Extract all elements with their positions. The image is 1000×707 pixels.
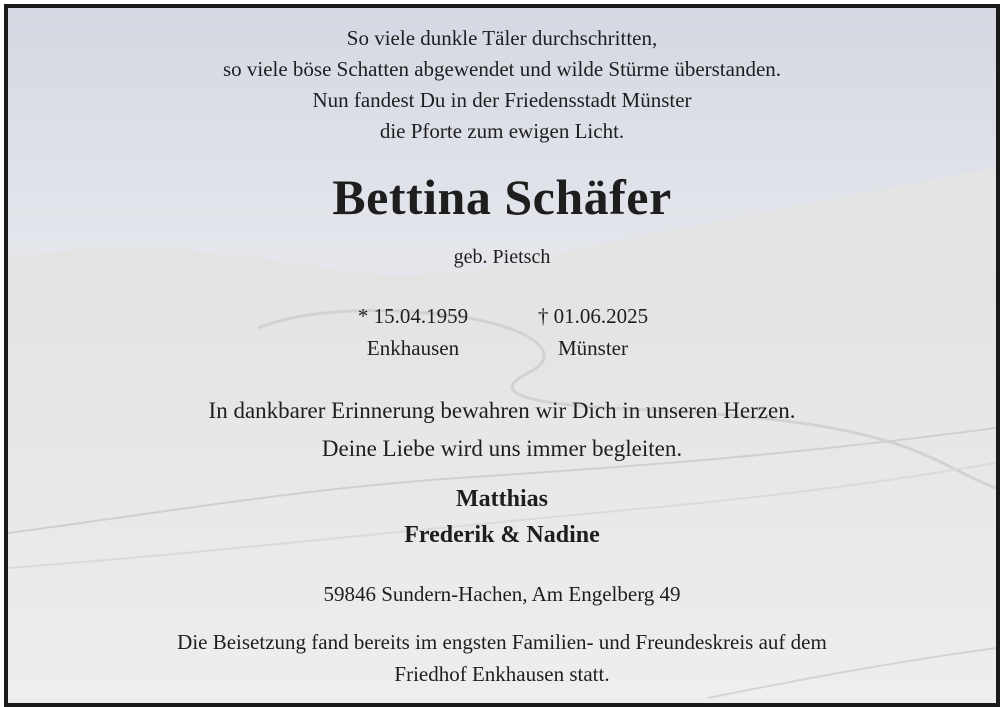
poem-line-4: die Pforte zum ewigen Licht. (379, 119, 625, 143)
funeral-notice-line-1: Die Beisetzung fand bereits im engsten Familien- und Freundeskreis auf dem (177, 630, 827, 654)
deceased-name: Bettina Schäfer (332, 169, 672, 225)
poem-line-3: Nun fandest Du in der Friedensstadt Münster (312, 88, 692, 112)
obituary-card (4, 4, 1000, 707)
birth-place: Enkhausen (366, 336, 460, 360)
death-date: † 01.06.2025 (537, 304, 649, 328)
funeral-notice-line-2: Friedhof Enkhausen statt. (394, 662, 610, 686)
remembrance-line-2: Deine Liebe wird uns immer begleiten. (321, 436, 683, 461)
birth-date: * 15.04.1959 (357, 304, 469, 328)
birth-name: geb. Pietsch (453, 246, 551, 268)
poem-line-1: So viele dunkle Täler durchschritten, (346, 26, 658, 50)
address: 59846 Sundern-Hachen, Am Engelberg 49 (323, 582, 681, 606)
remembrance-line-1: In dankbarer Erinnerung bewahren wir Dich in unseren Herzen. (208, 398, 796, 423)
mourner-name-2: Frederik & Nadine (404, 522, 600, 548)
mourner-name-1: Matthias (456, 486, 548, 512)
death-place: Münster (558, 336, 628, 360)
poem-line-2: so viele böse Schatten abgewendet und wilde Stürme überstanden. (222, 57, 782, 81)
